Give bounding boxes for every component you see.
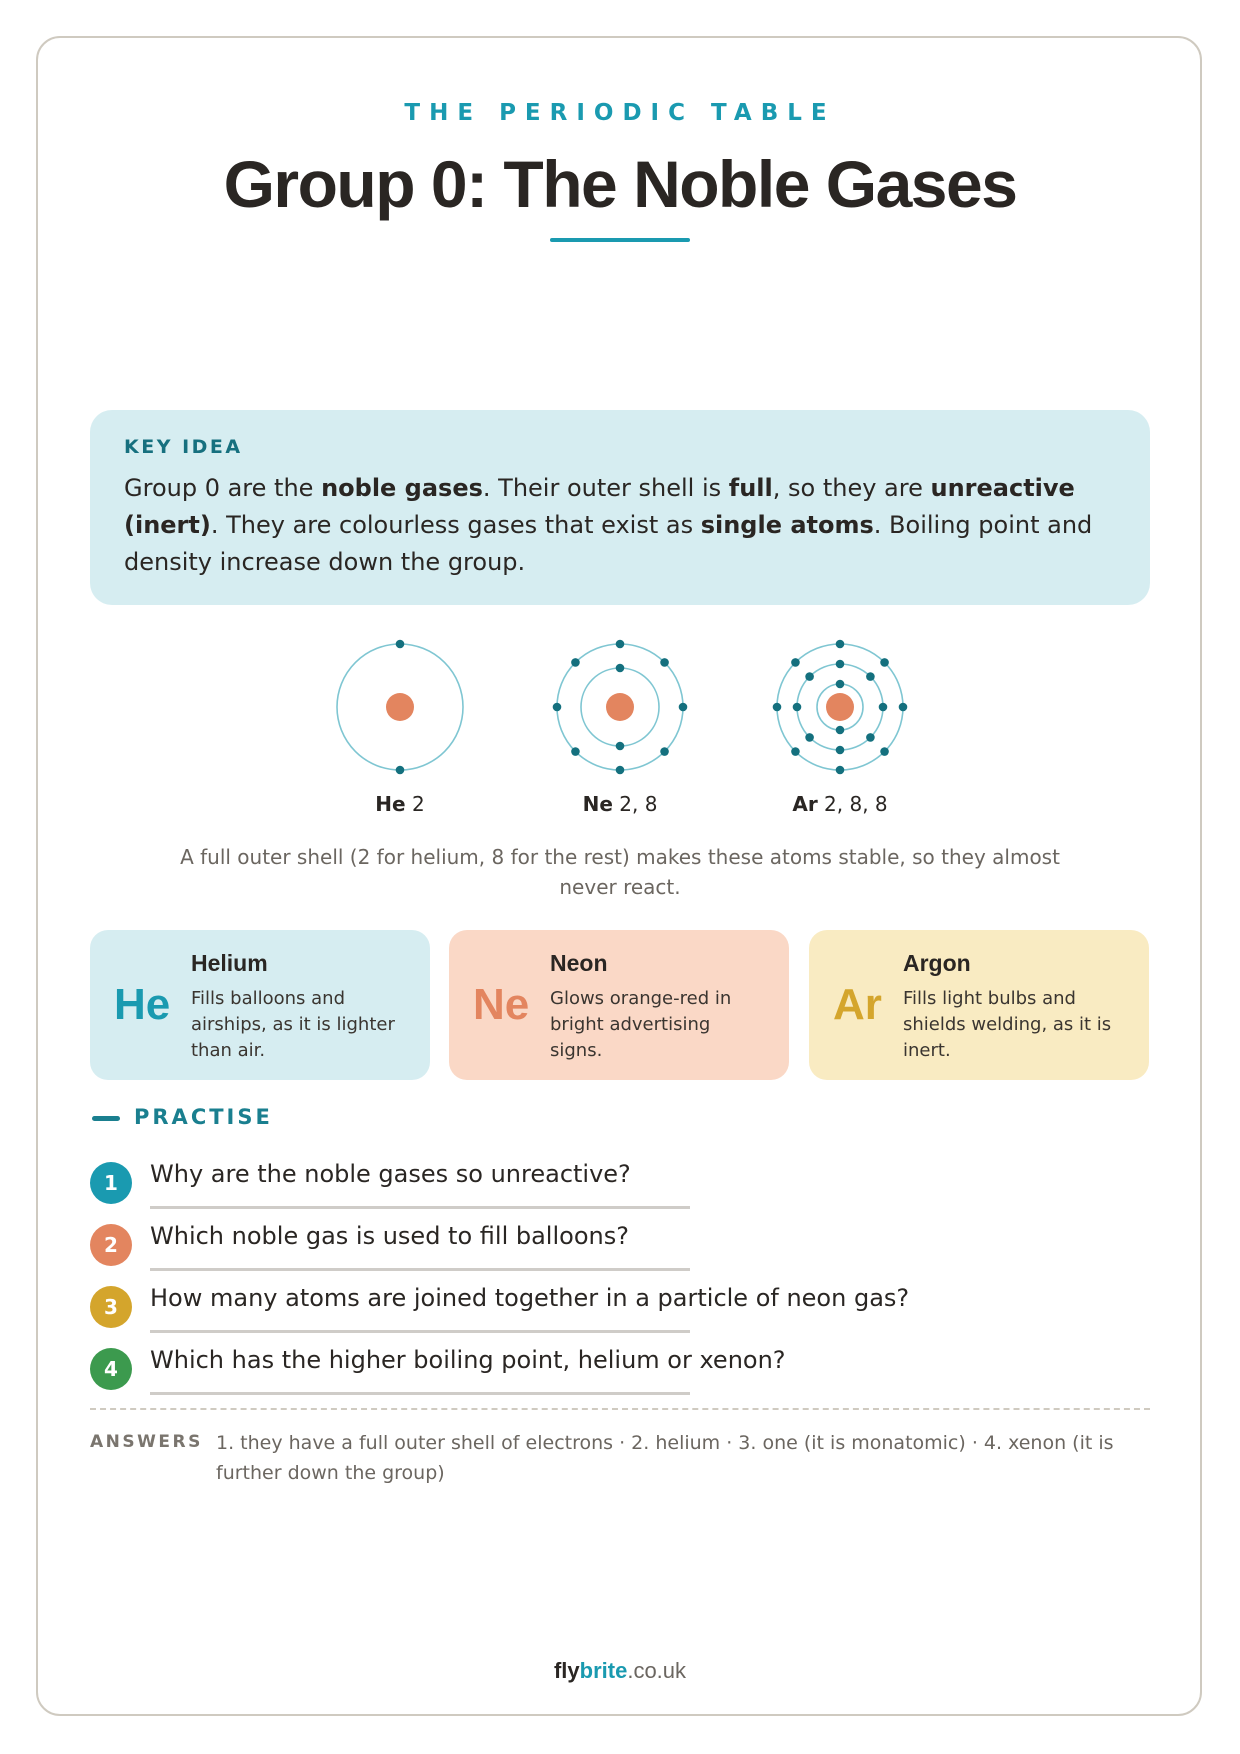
key-idea-segment: . They are colourless gases that exist as <box>210 511 701 539</box>
key-idea-segment: Group 0 are the <box>124 474 322 502</box>
answer-line[interactable] <box>150 1206 690 1209</box>
electron <box>791 747 800 756</box>
page-title: Group 0: The Noble Gases <box>223 147 1017 221</box>
electron <box>396 766 405 775</box>
electron <box>791 658 800 667</box>
electron <box>793 703 802 712</box>
electron <box>836 640 845 649</box>
question-text: Which noble gas is used to fill balloons? <box>150 1222 629 1250</box>
brand-brite: brite <box>579 1658 628 1683</box>
answer-line[interactable] <box>150 1268 690 1271</box>
electron <box>836 746 845 755</box>
element-card-helium <box>90 930 430 1080</box>
key-idea-segment: , so they are <box>772 474 931 502</box>
nucleus <box>826 693 854 721</box>
electron <box>660 747 669 756</box>
atom-ne <box>553 640 688 775</box>
electron <box>805 733 814 742</box>
atom-config: 2 <box>411 792 425 816</box>
electron <box>396 640 405 649</box>
question-number-badge: 1 <box>90 1162 132 1204</box>
electron <box>571 747 580 756</box>
question-item <box>90 1150 1090 1200</box>
question-item <box>90 1212 1090 1262</box>
question-item <box>90 1336 1090 1386</box>
electron <box>553 703 562 712</box>
electron <box>899 703 908 712</box>
electron <box>836 726 845 735</box>
electron <box>616 640 625 649</box>
nucleus <box>386 693 414 721</box>
atom-config: 2, 8 <box>619 792 658 816</box>
key-term: full <box>728 474 773 502</box>
electron <box>805 672 814 681</box>
question-text: Why are the noble gases so unreactive? <box>150 1160 631 1188</box>
footer-brand[interactable] <box>0 1658 1240 1684</box>
element-symbol: Ne <box>473 980 530 1029</box>
answers-text: 1. they have a full outer shell of electrons · 2. helium · 3. one (it is monatomic) · 4. xenon (it is further down the group) <box>216 1432 1114 1484</box>
element-symbol: Ar <box>833 980 882 1029</box>
brand-fly: fly <box>553 1658 580 1683</box>
nucleus <box>606 693 634 721</box>
electron <box>880 747 889 756</box>
electron <box>836 680 845 689</box>
atom-ar <box>773 640 908 775</box>
section-eyebrow: THE PERIODIC TABLE <box>404 100 836 126</box>
atom-he <box>337 640 463 775</box>
brand-domain: .co.uk <box>627 1658 687 1683</box>
practise-marker <box>92 1116 120 1121</box>
atom-symbol: Ne <box>582 792 613 816</box>
key-idea-label: KEY IDEA <box>124 436 243 458</box>
key-term: noble gases <box>321 474 483 502</box>
atom-symbol: He <box>375 792 406 816</box>
question-text: Which has the higher boiling point, helium or xenon? <box>150 1346 786 1374</box>
key-idea-segment: . Their outer shell is <box>482 474 729 502</box>
element-description: Fills light bulbs and shields welding, as it is inert. <box>903 988 1112 1061</box>
key-idea-text <box>124 470 1116 581</box>
answers-label: ANSWERS <box>90 1432 203 1452</box>
title-underline <box>550 238 690 242</box>
electron <box>616 766 625 775</box>
key-term: unreactive (inert) <box>124 474 1075 539</box>
shell-note: A full outer shell (2 for helium, 8 for the rest) makes these atoms stable, so they almost never react. <box>180 845 1060 899</box>
atom-label-ne <box>520 792 720 816</box>
element-name: Neon <box>550 950 608 976</box>
key-term: single atoms <box>700 511 874 539</box>
element-card-neon <box>449 930 789 1080</box>
electron <box>773 703 782 712</box>
electron <box>866 733 875 742</box>
element-card-argon <box>809 930 1149 1080</box>
element-symbol: He <box>114 980 171 1029</box>
key-idea-segment: . Boiling point and density increase down the group. <box>124 511 1093 576</box>
question-number-badge: 2 <box>90 1224 132 1266</box>
element-description: Fills balloons and airships, as it is lighter than air. <box>191 988 395 1061</box>
practise-heading: PRACTISE <box>134 1105 273 1129</box>
element-name: Helium <box>191 950 268 976</box>
key-idea-box <box>90 410 1150 605</box>
electron <box>616 664 625 673</box>
electron <box>866 672 875 681</box>
element-name: Argon <box>903 950 971 976</box>
electron <box>571 658 580 667</box>
electron <box>660 658 669 667</box>
atom-config: 2, 8, 8 <box>824 792 888 816</box>
electron <box>879 703 888 712</box>
question-number-badge: 4 <box>90 1348 132 1390</box>
electron <box>616 742 625 751</box>
answer-line[interactable] <box>150 1330 690 1333</box>
question-item <box>90 1274 1090 1324</box>
atom-label-ar <box>740 792 940 816</box>
atom-symbol: Ar <box>792 792 818 816</box>
question-text: How many atoms are joined together in a particle of neon gas? <box>150 1284 910 1312</box>
electron <box>679 703 688 712</box>
atom-label-he <box>300 792 500 816</box>
electron <box>836 660 845 669</box>
answers-divider <box>90 1408 1150 1410</box>
electron <box>880 658 889 667</box>
answer-line[interactable] <box>150 1392 690 1395</box>
electron <box>836 766 845 775</box>
question-number-badge: 3 <box>90 1286 132 1328</box>
element-description: Glows orange-red in bright advertising signs. <box>550 988 732 1061</box>
